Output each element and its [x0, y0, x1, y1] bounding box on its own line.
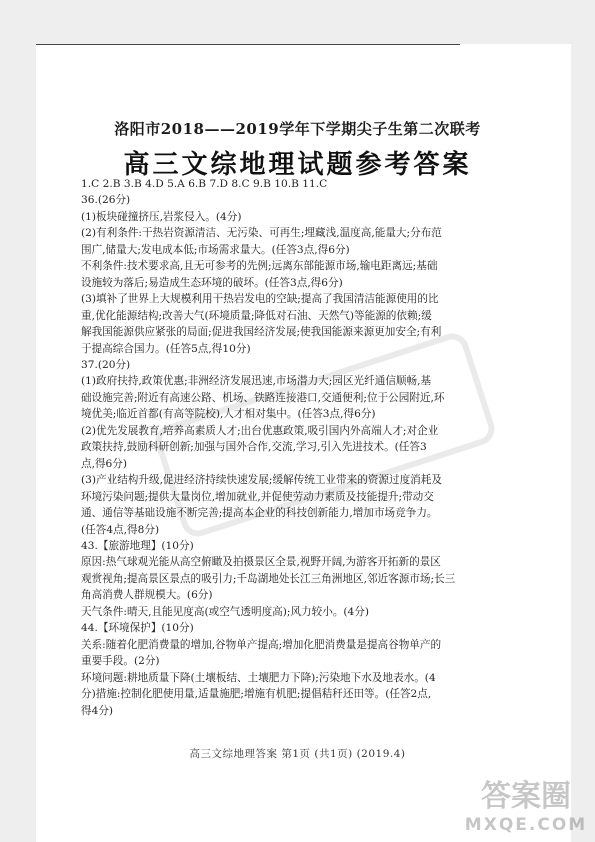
answer-line: 环境问题:耕地质量下降(土壤板结、土壤肥力下降);污染地下水及地表水。(4: [81, 671, 436, 684]
answer-line: 重,优化能源结构;改善大气(环境质量;降低对石油、天然气)等能源的依赖;缓: [81, 309, 432, 322]
page-footer: 高三文综地理答案 第1页 (共1页) (2019.4): [189, 748, 406, 760]
question-36-heading: 36.(26分): [81, 194, 131, 207]
answer-line-choice: 1.C 2.B 3.B 4.D 5.A 6.B 7.D 8.C 9.B 10.B 11.C: [81, 178, 328, 190]
exam-subtitle: 洛阳市2018——2019学年下学期尖子生第二次联考: [114, 120, 481, 138]
answer-line: (任答4点,得8分): [81, 523, 160, 536]
question-43-heading: 43.【旅游地理】(10分): [81, 539, 194, 552]
answer-line: 重要手段。(2分): [81, 655, 160, 668]
question-44-heading: 44.【环境保护】(10分): [81, 622, 194, 635]
answer-line: 础设施完善;附近有高速公路、机场、铁路连接港口,交通便利;位于公园附近,环: [81, 391, 445, 404]
answer-line: 点,得6分): [81, 457, 128, 470]
answer-line: 观赏视角;提高景区景点的吸引力;千岛湖地处长江三角洲地区,邻近客源市场;长三: [81, 572, 456, 585]
answer-line: 原因:热气球观光能从高空俯瞰及拍摄景区全景,视野开阔,为游客开拓新的景区: [81, 556, 441, 569]
answer-line: (3)填补了世界上大规模利用干热岩发电的空缺;提高了我国清洁能源使用的比: [81, 293, 439, 306]
answer-line: (1)政府扶持,政策优惠;非洲经济发展迅速,市场潜力大;园区光纤通信顺畅,基: [81, 375, 432, 388]
answer-line: 政策扶持,鼓励科研创新;加强与国外合作,交流,学习,引入先进技术。(任答3: [81, 441, 427, 454]
answer-line: (2)有利条件:干热岩资源清洁、无污染、可再生;埋藏浅,温度高,能量大;分布范: [81, 227, 442, 240]
site-watermark-logo: [460, 772, 592, 836]
page-title: 高三文综地理试题参考答案: [123, 150, 472, 180]
watermark-url-text: MXQE.COM: [464, 815, 588, 835]
question-37-heading: 37.(20分): [81, 358, 131, 371]
answer-line: 不利条件:技术要求高,且无可参考的先例;远离东部能源市场,输电距离远;基础: [81, 260, 438, 273]
answer-line: (3)产业结构升级,促进经济持续快速发展;缓解传统工业带来的资源过度消耗及: [81, 474, 442, 487]
answer-body: [81, 176, 521, 719]
answer-line: 关系:随着化肥消费量的增加,谷物单产提高;增加化肥消费量是提高谷物单产的: [81, 638, 442, 651]
answer-line: 境优美;临近首都(有高等院校),人才相对集中。(任答3点,得6分): [81, 408, 376, 421]
header-rule: [36, 44, 460, 45]
answer-line: (2)优先发展教育,培养高素质人才;出台优惠政策,吸引国内外高端人才;对企业: [81, 424, 439, 437]
answer-line: 角高消费人群规模大。(6分): [81, 589, 213, 602]
answer-line: 于提高综合国力。(任答5点,得10分): [81, 342, 251, 355]
answer-line: 围广,储量大;发电成本低;市场需求量大。(任答3点,得6分): [81, 243, 350, 256]
answer-line: 解我国能源供应紧张的局面;促进我国经济发展;使我国能源来源更加安全;有利: [81, 326, 442, 339]
answer-line: 设施较为落后;易造成生态环境的破坏。(任答3点,得6分): [81, 276, 343, 289]
answer-line: 环境污染问题;提供大量岗位,增加就业,并促使劳动力素质及技能提升;带动交: [81, 490, 434, 503]
answer-line: 天气条件:晴天,且能见度高(或空气透明度高);风力较小。(4分): [81, 605, 370, 618]
answer-line: 得4分): [81, 704, 114, 717]
answer-line: (1)板块碰撞挤压,岩浆侵入。(4分): [81, 210, 242, 223]
answer-line: 分)措施:控制化肥使用量,适量施肥;增施有机肥;提倡秸秆还田等。(任答2点,: [81, 688, 432, 701]
answer-line: 通、通信等基础设施不断完善;提高本企业的科技创新能力,增加市场竞争力。: [81, 507, 438, 520]
watermark-logo-text: 答案圈: [481, 779, 571, 814]
